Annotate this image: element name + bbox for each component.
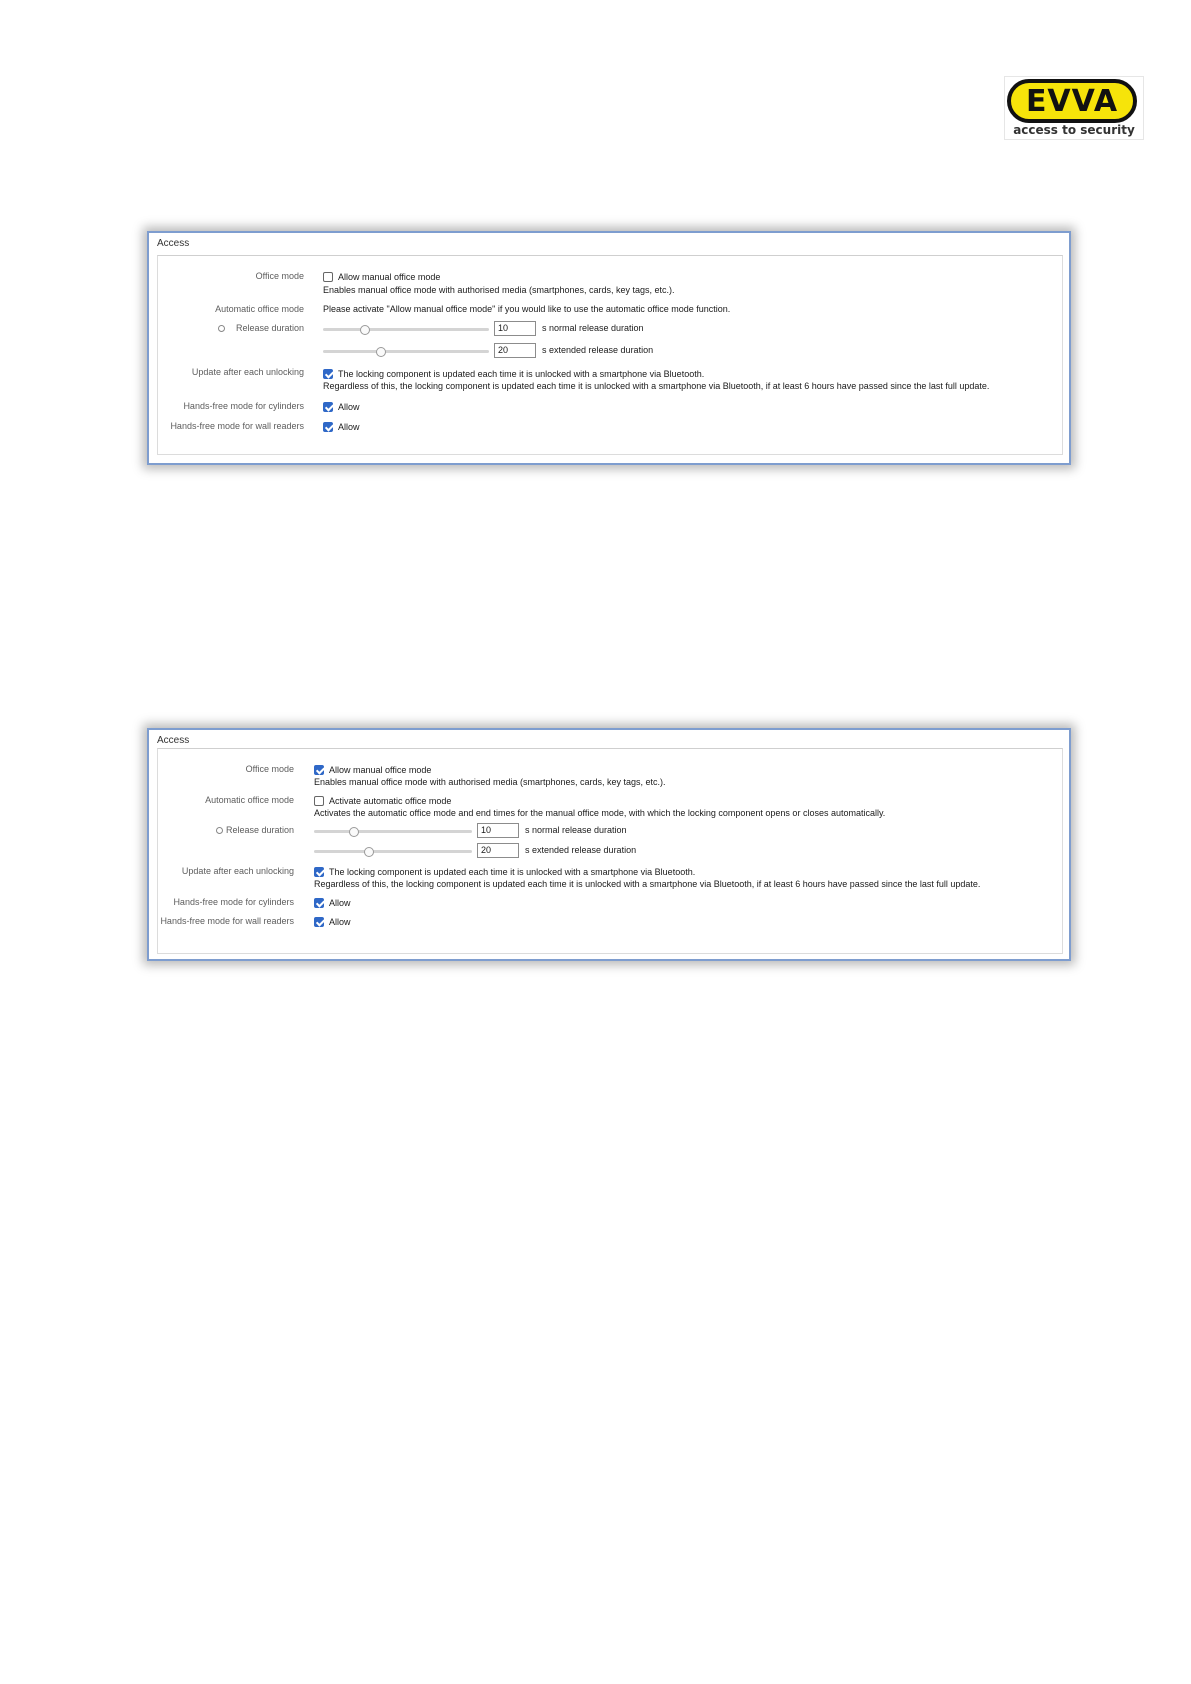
access-panel-1 [147, 231, 1071, 465]
normal-release-slider-thumb[interactable] [349, 827, 359, 837]
extended-release-slider[interactable] [314, 850, 472, 853]
handsfree-cylinders-label: Hands-free mode for cylinders [183, 401, 304, 411]
update-after-unlocking-label: Update after each unlocking [181, 866, 294, 876]
office-mode-description: Enables manual office mode with authorised media (smartphones, cards, key tags, etc.). [323, 285, 675, 295]
extended-release-input[interactable]: 20 [494, 343, 536, 358]
handsfree-cylinders-label: Hands-free mode for cylinders [173, 897, 294, 907]
clock-icon [218, 325, 225, 332]
automatic-office-mode-message: Please activate "Allow manual office mode" if you would like to use the automatic office mode function. [323, 304, 731, 314]
release-duration-label: Release duration [235, 323, 304, 333]
access-panel-2 [147, 728, 1071, 961]
allow-manual-office-mode-label: Allow manual office mode [338, 272, 441, 282]
handsfree-cylinders-allow-label: Allow [338, 402, 360, 412]
handsfree-wall-readers-checkbox[interactable] [323, 422, 333, 432]
handsfree-wall-readers-label: Hands-free mode for wall readers [170, 421, 304, 431]
normal-release-slider-thumb[interactable] [360, 325, 370, 335]
handsfree-cylinders-checkbox[interactable] [314, 898, 324, 908]
automatic-office-mode-label: Automatic office mode [205, 795, 294, 805]
evva-logo-tagline: access to security [1013, 123, 1135, 137]
evva-logo-badge: EVVA [1007, 79, 1137, 123]
clock-icon [216, 827, 223, 834]
activate-automatic-office-mode-label: Activate automatic office mode [329, 796, 452, 806]
normal-release-suffix: s normal release duration [525, 825, 627, 835]
automatic-office-mode-label: Automatic office mode [215, 304, 304, 314]
allow-manual-office-mode-checkbox[interactable] [314, 765, 324, 775]
allow-manual-office-mode-checkbox[interactable] [323, 272, 333, 282]
update-after-unlocking-label: Update after each unlocking [191, 367, 304, 377]
panel-title: Access [157, 735, 190, 746]
normal-release-input[interactable]: 10 [494, 321, 536, 336]
automatic-office-mode-description: Activates the automatic office mode and end times for the manual office mode, with which the locking component opens or closes automatically. [314, 808, 886, 818]
update-after-unlocking-checkbox-label: The locking component is updated each time it is unlocked with a smartphone via Bluetooth. [329, 867, 696, 877]
evva-logo [1004, 76, 1144, 140]
handsfree-wall-readers-allow-label: Allow [329, 917, 351, 927]
update-description: Regardless of this, the locking component is updated each time it is unlocked with a smartphone via Bluetooth, if at least 6 hours have passed since the last full update. [314, 879, 981, 889]
handsfree-cylinders-allow-label: Allow [329, 898, 351, 908]
normal-release-slider[interactable] [323, 328, 489, 331]
extended-release-input[interactable]: 20 [477, 843, 519, 858]
update-description: Regardless of this, the locking component is updated each time it is unlocked with a smartphone via Bluetooth, if at least 6 hours have passed since the last full update. [323, 381, 990, 391]
update-after-unlocking-checkbox-label: The locking component is updated each time it is unlocked with a smartphone via Bluetooth. [338, 369, 705, 379]
handsfree-cylinders-checkbox[interactable] [323, 402, 333, 412]
normal-release-suffix: s normal release duration [542, 323, 644, 333]
activate-automatic-office-mode-checkbox[interactable] [314, 796, 324, 806]
office-mode-label: Office mode [245, 764, 294, 774]
update-after-unlocking-checkbox[interactable] [323, 369, 333, 379]
handsfree-wall-readers-label: Hands-free mode for wall readers [160, 916, 294, 926]
extended-release-suffix: s extended release duration [525, 845, 637, 855]
allow-manual-office-mode-label: Allow manual office mode [329, 765, 432, 775]
normal-release-input[interactable]: 10 [477, 823, 519, 838]
office-mode-label: Office mode [255, 271, 304, 281]
normal-release-slider[interactable] [314, 830, 472, 833]
panel-title: Access [157, 238, 190, 249]
update-after-unlocking-checkbox[interactable] [314, 867, 324, 877]
release-duration-label: Release duration [225, 825, 294, 835]
handsfree-wall-readers-allow-label: Allow [338, 422, 360, 432]
office-mode-description: Enables manual office mode with authorised media (smartphones, cards, key tags, etc.). [314, 777, 666, 787]
extended-release-slider[interactable] [323, 350, 489, 353]
extended-release-suffix: s extended release duration [542, 345, 654, 355]
handsfree-wall-readers-checkbox[interactable] [314, 917, 324, 927]
